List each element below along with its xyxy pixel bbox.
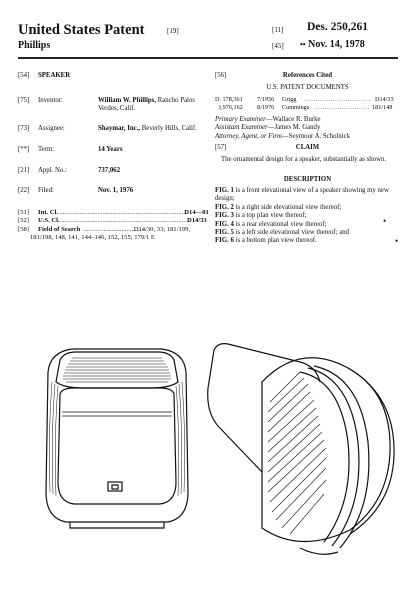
date-value: Nov. 14, 1978 — [308, 39, 365, 50]
examiners-block — [215, 116, 400, 141]
fig-label: FIG. 4 — [215, 220, 234, 228]
claim-header — [215, 144, 400, 152]
fig-description — [215, 229, 400, 237]
appl-label: Appl. No.: — [38, 167, 67, 174]
patent-date — [300, 39, 365, 50]
patent-drawings — [0, 322, 415, 592]
reference-number: D. 178,361 — [215, 96, 243, 103]
int-cl-value: D14—01 — [184, 209, 209, 216]
inventor-value — [98, 97, 210, 114]
search-code: [58] — [18, 225, 29, 233]
appl-value: 737,062 — [98, 167, 121, 174]
int-cl-row — [38, 209, 218, 217]
margin-mark: • — [395, 236, 399, 246]
fig-description — [215, 204, 400, 212]
search-leader: ....................................... — [82, 225, 147, 233]
speaker-side-view — [208, 344, 394, 555]
filed-label: Filed: — [38, 187, 54, 194]
search-row — [38, 226, 218, 234]
reference-number: 3,976,162 — [218, 104, 243, 111]
description-list — [215, 187, 400, 246]
office-code: [19] — [167, 27, 179, 35]
inventor-name: William W. Phillips, — [98, 97, 157, 104]
assistant-examiner — [215, 124, 400, 132]
fig-label: FIG. 5 — [215, 229, 234, 237]
filed-value: Nov. 1, 1976 — [98, 187, 134, 194]
int-cl-code: [51] — [18, 209, 29, 216]
us-cl-row — [38, 217, 218, 225]
reference-class: 181/148 — [372, 104, 393, 111]
fig-description — [215, 187, 400, 204]
fig-text: is a right side elevational view thereof; — [233, 203, 342, 211]
patent-number: Des. 250,261 — [307, 21, 369, 33]
attorney-label: Attorney, Agent, or Firm — [215, 132, 282, 140]
int-cl-leader: .............................................................................. — [59, 209, 189, 216]
claim-text: The ornamental design for a speaker, substantially as shown. — [221, 156, 387, 163]
term-label: Term: — [38, 146, 55, 153]
int-cl-label: Int. Cl. — [38, 209, 58, 216]
speaker-front-view — [46, 349, 188, 528]
fig-text: is a bottom plan view thereof. — [233, 237, 317, 245]
references-subtitle: U.S. PATENT DOCUMENTS — [266, 84, 349, 91]
title-value: SPEAKER — [38, 72, 71, 79]
reference-leader: .......................... — [314, 104, 370, 111]
claim-code: [57] — [215, 144, 227, 151]
primary-examiner — [215, 116, 400, 124]
primary-examiner-name: —Wallace R. Burke — [265, 116, 321, 123]
primary-examiner-label: Primary Examiner — [215, 116, 266, 123]
fig-description — [215, 212, 400, 220]
reference-date: 7/1956 — [257, 96, 275, 103]
fig-description — [215, 237, 400, 245]
title-code: [54] — [18, 72, 30, 79]
references-title: References Cited — [282, 72, 333, 79]
inventor-code: [75] — [18, 97, 30, 104]
assignee-value — [98, 125, 210, 133]
appl-code: [21] — [18, 167, 30, 174]
search-continuation: 181/198, 148, 141, 144–146, 152, 155; 179/1 E — [30, 234, 155, 242]
reference-leader: ............................... — [305, 96, 372, 103]
attorney — [215, 133, 400, 141]
patent-number-code: [11] — [272, 26, 284, 34]
inventor-short-name: Phillips — [18, 40, 51, 51]
fig-text: is a front elevational view of a speaker showing my new design; — [215, 187, 389, 203]
reference-date: 8/1976 — [257, 104, 275, 111]
fig-text: is a left side elevational view thereof; and — [233, 229, 350, 237]
fig-description — [215, 221, 400, 229]
attorney-name: —Seymour A. Scholnick — [281, 132, 351, 140]
references-code: [56] — [215, 72, 227, 79]
us-cl-label: U.S. Cl. — [38, 217, 60, 225]
reference-name: Cummings — [282, 104, 310, 111]
patent-office-title: United States Patent — [18, 22, 145, 38]
header-rule — [18, 57, 398, 59]
assignee-location: Beverly Hills, Calif. — [141, 125, 197, 132]
reference-class: D14/33 — [375, 96, 394, 103]
date-marks: •• — [300, 40, 306, 49]
fig-label: FIG. 1 — [215, 187, 234, 194]
references-header — [215, 72, 400, 80]
inventor-label: Inventor: — [38, 97, 63, 104]
fig-text: is a rear elevational view thereof; — [233, 220, 327, 228]
term-code: [**] — [18, 146, 30, 153]
us-cl-code: [52] — [18, 217, 29, 225]
assignee-code: [73] — [18, 125, 30, 132]
search-label: Field of Search — [38, 225, 81, 233]
us-cl-leader: .............................................................................. — [61, 217, 190, 225]
reference-name: Grigg — [282, 96, 297, 103]
search-value: D14/30, 33; 181/199, — [133, 225, 191, 233]
us-cl-value: D14/33 — [186, 217, 207, 225]
fig-label: FIG. 3 — [215, 212, 234, 220]
assignee-label: Assignee: — [38, 125, 65, 132]
margin-mark: • — [383, 216, 387, 226]
fig-text: is a top plan view thereof; — [233, 212, 307, 220]
inventor-location: Rancho Palos Verdes, Calif. — [98, 97, 195, 113]
assistant-examiner-name: —James M. Gandy — [267, 124, 321, 132]
fig-label: FIG. 6 — [215, 237, 234, 245]
claim-title: CLAIM — [295, 144, 320, 151]
date-code: [45] — [272, 42, 284, 50]
fig-label: FIG. 2 — [215, 203, 234, 211]
assignee-name: Shaymar, Inc., — [98, 125, 141, 132]
description-title: DESCRIPTION — [283, 176, 332, 183]
term-value: 14 Years — [98, 146, 123, 153]
assistant-examiner-label: Assistant Examiner — [215, 124, 268, 132]
filed-code: [22] — [18, 187, 30, 194]
